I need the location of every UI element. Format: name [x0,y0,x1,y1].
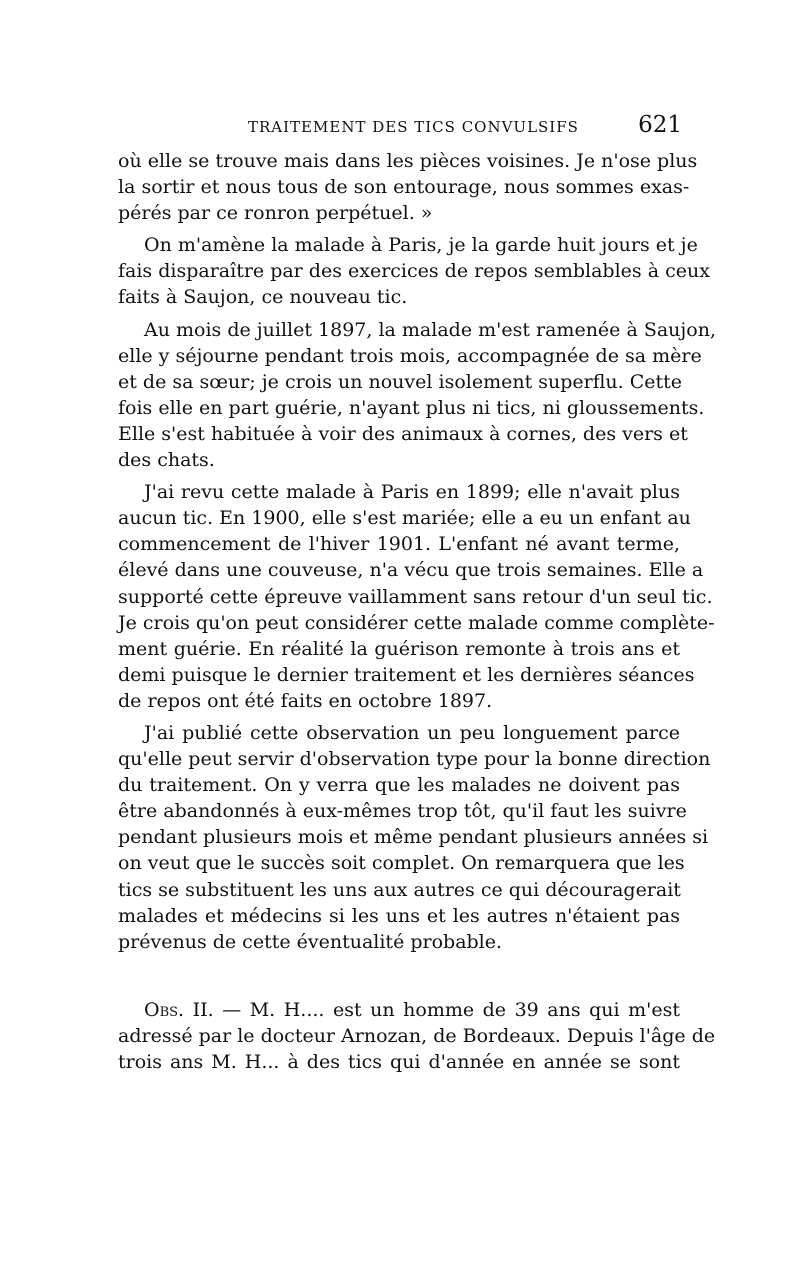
text-line: qu'elle peut servir d'observation type pour la bonne direction [118,748,711,771]
text-line: pérés par ce ronron perpétuel. » [118,202,433,225]
text-line: Au mois de juillet 1897, la malade m'est ramenée à Saujon, [144,318,717,341]
running-title: TRAITEMENT DES TICS CONVULSIFS [248,118,579,136]
text-line: trois ans M. H... à des tics qui d'année en année se sont [118,1051,680,1073]
paragraph [118,232,710,310]
text-line: tics se substituent les uns aux autres ce qui découragerait [118,878,681,901]
text-line: être abandonnés à eux-mêmes trop tôt, qu'il faut les suivre [118,800,687,823]
text-line: on veut que le succès soit complet. On remarquera que les [118,852,685,875]
text-line: J'ai revu cette malade à Paris en 1899; elle n'avait plus [144,481,680,504]
text-line: Elle s'est habituée à voir des animaux à cornes, des vers et [118,422,688,445]
paragraph [118,479,715,714]
text-line: On m'amène la malade à Paris, je la garde huit jours et je [144,234,698,257]
text-line: supporté cette épreuve vaillamment sans retour d'un seul tic. [118,585,713,608]
text-line: du traitement. On y verra que les malades ne doivent pas [118,774,680,797]
text-line: faits à Saujon, ce nouveau tic. [118,286,408,309]
observation-first-line-text: — M. H.... est un homme de 39 ans qui m'est [222,998,680,1021]
text-line: ment guérie. En réalité la guérison remonte à trois ans et [118,637,680,660]
text-line: Je crois qu'on peut considérer cette malade comme complète- [118,611,715,634]
text-line: elle y séjourne pendant trois mois, accompagnée de sa mère [118,344,702,367]
page-header [118,112,682,142]
text-line: malades et médecins si les uns et les autres n'étaient pas [118,904,680,927]
text-line: J'ai publié cette observation un peu longuement parce [144,721,680,744]
text-line: pendant plusieurs mois et même pendant plusieurs années si [118,826,709,849]
paragraph [118,720,711,955]
text-line: fois elle en part guérie, n'ayant plus ni tics, ni gloussements. [118,396,705,419]
text-line: demi puisque le dernier traitement et les dernières séances [118,663,695,686]
observation-label: Obs. II. [144,998,214,1021]
text-line: où elle se trouve mais dans les pièces voisines. Je n'ose plus [118,150,698,172]
text-line: aucun tic. En 1900, elle s'est mariée; elle a eu un enfant au [118,507,691,530]
text-line: fais disparaître par des exercices de repos semblables à ceux [118,260,710,283]
text-line: des chats. [118,449,215,472]
observation-section [118,997,716,1075]
observation-first-line [118,997,680,1023]
paragraph [118,317,717,474]
text-line: prévenus de cette éventualité probable. [118,930,503,953]
paragraph [118,148,698,226]
body-text [118,148,717,1075]
text-line: la sortir et nous tous de son entourage, nous sommes exas- [118,176,690,199]
text-line: et de sa sœur; je crois un nouvel isolement superflu. Cette [118,370,683,393]
page-number: 621 [638,112,682,138]
text-line: commencement de l'hiver 1901. L'enfant né avant terme, [118,533,680,556]
text-line: élevé dans une couveuse, n'a vécu que trois semaines. Elle a [118,559,704,582]
text-line: adressé par le docteur Arnozan, de Bordeaux. Depuis l'âge de [118,1024,716,1047]
text-line: de repos ont été faits en octobre 1897. [118,689,493,712]
